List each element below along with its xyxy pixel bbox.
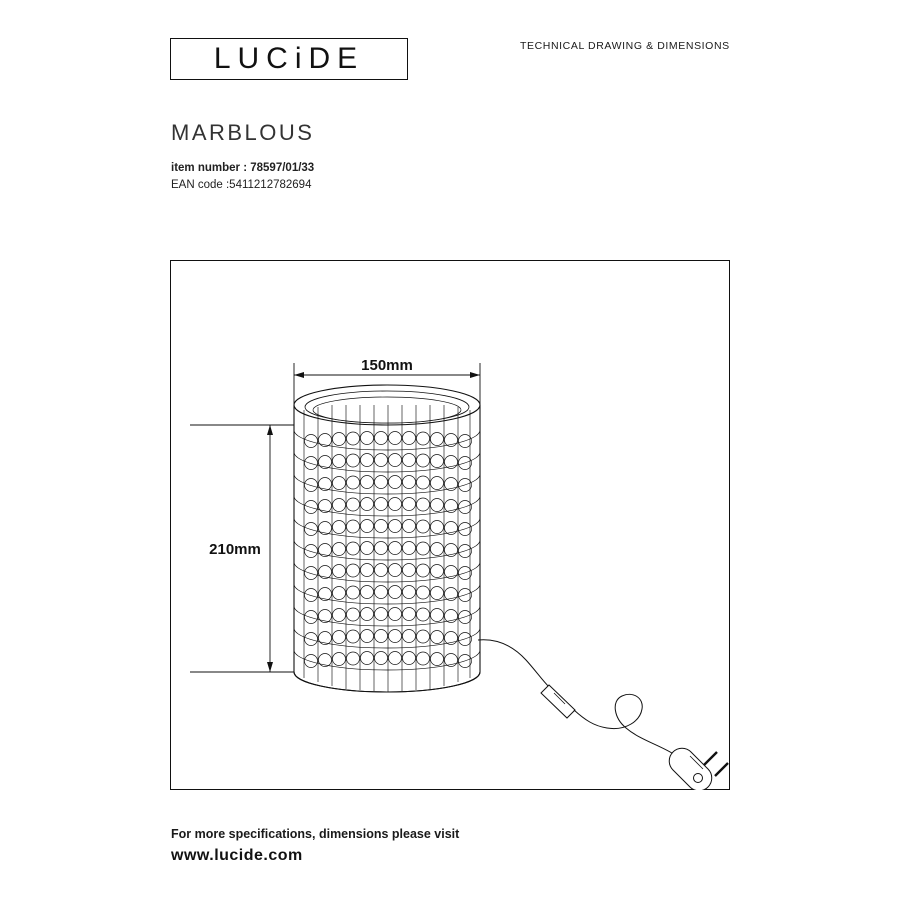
inline-switch <box>541 685 575 718</box>
ean-value: 5411212782694 <box>229 179 312 191</box>
width-dimension-label: 150mm <box>361 357 413 374</box>
height-dimension-label: 210mm <box>209 541 261 558</box>
power-cable <box>478 640 728 790</box>
footer-website[interactable]: www.lucide.com <box>171 847 303 864</box>
ean-row <box>171 177 314 194</box>
product-technical-drawing <box>170 260 730 790</box>
item-number-row <box>171 160 314 177</box>
technical-drawing-caption: TECHNICAL DRAWING & DIMENSIONS <box>520 40 730 52</box>
footer-note: For more specifications, dimensions please visit <box>171 827 460 841</box>
power-plug <box>669 748 728 790</box>
brand-logo-box <box>170 38 408 80</box>
lamp-body <box>294 385 480 692</box>
item-number-label: item number : <box>171 162 248 174</box>
brand-logo-text: LUCiDE <box>213 42 365 75</box>
item-number-value: 78597/01/33 <box>250 162 315 174</box>
product-meta <box>171 160 314 194</box>
ean-label: EAN code : <box>171 179 230 191</box>
page-title: MARBLOUS <box>171 120 315 145</box>
